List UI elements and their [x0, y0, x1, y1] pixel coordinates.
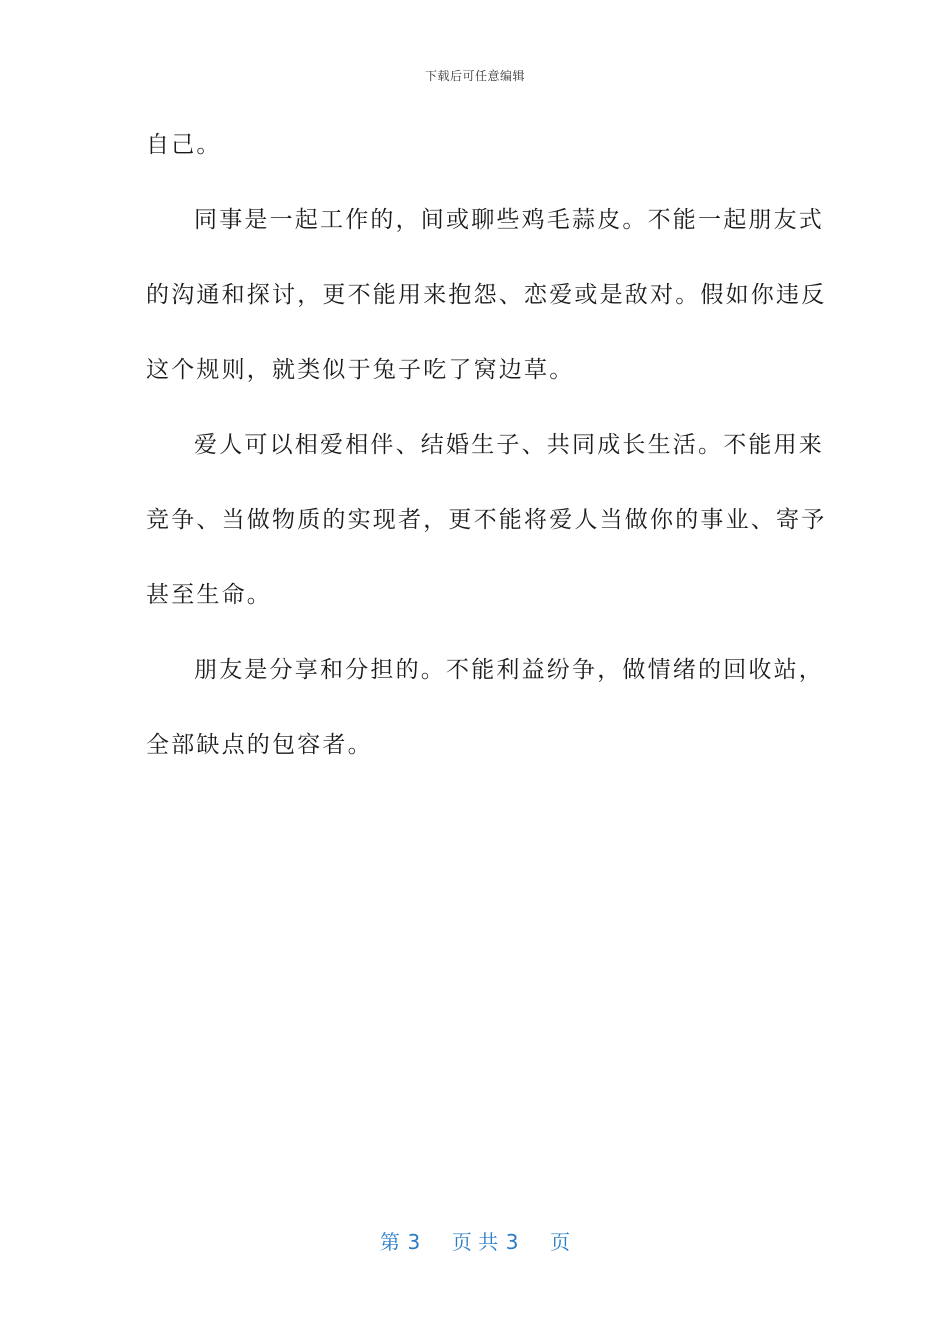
footer-prefix: 第: [379, 1230, 400, 1254]
document-body: [146, 121, 827, 796]
paragraph-2-line-3: 这个规则，就类似于兔子吃了窝边草。: [146, 357, 575, 383]
paragraph-4-line-1: 朋友是分享和分担的。不能利益纷争，做情绪的回收站，: [194, 657, 824, 683]
page-footer: [0, 1226, 950, 1255]
paragraph-3-line-1: 爱人可以相爱相伴、结婚生子、共同成长生活。不能用来: [194, 432, 824, 458]
footer-current-page: 3: [407, 1230, 421, 1254]
footer-middle: 页 共: [451, 1230, 499, 1254]
page-header: 下载后可任意编辑: [424, 69, 525, 83]
paragraph-3-line-2: 竞争、当做物质的实现者，更不能将爱人当做你的事业、寄予: [146, 507, 827, 533]
paragraph-4-line-2: 全部缺点的包容者。: [146, 732, 373, 758]
footer-total-pages: 3: [505, 1230, 519, 1254]
paragraph-3-line-3: 甚至生命。: [146, 582, 272, 608]
footer-suffix: 页: [550, 1230, 571, 1254]
paragraph-1-line-1: 自己。: [146, 132, 222, 158]
paragraph-2-line-2: 的沟通和探讨，更不能用来抱怨、恋爱或是敌对。假如你违反: [146, 282, 827, 308]
paragraph-2-line-1: 同事是一起工作的，间或聊些鸡毛蒜皮。不能一起朋友式: [194, 207, 824, 233]
